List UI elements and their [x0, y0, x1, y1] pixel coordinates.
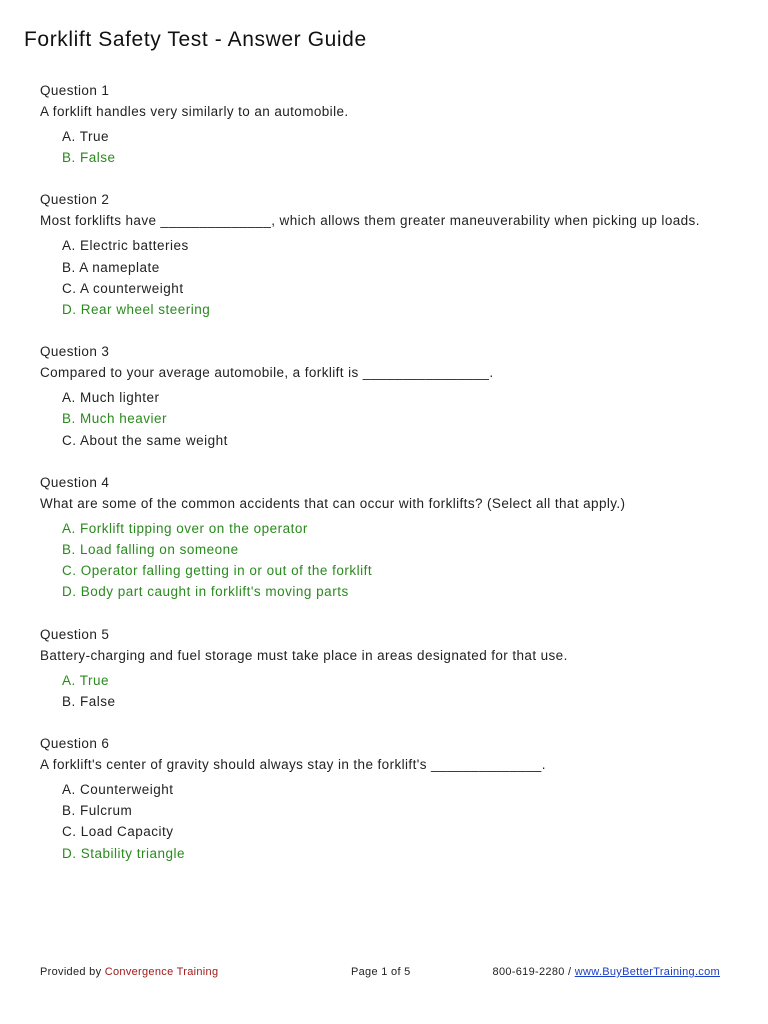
answer-option: C. Load Capacity: [62, 824, 174, 840]
answer-options: [40, 779, 740, 864]
answer-options: [40, 387, 740, 451]
question-2: [40, 189, 740, 320]
footer-provider: [40, 966, 218, 978]
question-text: A forklift's center of gravity should always stay in the forklift's ______________.: [40, 757, 546, 773]
answer-option: A. Electric batteries: [62, 238, 189, 254]
answer-option: C. About the same weight: [62, 432, 228, 448]
answer-options: [40, 670, 740, 712]
footer-page-number: Page 1 of 5: [351, 966, 411, 978]
answer-option: B. False: [62, 693, 116, 709]
answer-option: A. True: [62, 129, 110, 144]
question-list: [40, 80, 740, 864]
question-text: Compared to your average automobile, a forklift is ________________.: [40, 365, 494, 381]
question-label: Question 6: [40, 736, 110, 752]
answer-options: [40, 518, 740, 603]
question-6: [40, 733, 740, 864]
answer-option: C. A counterweight: [62, 280, 184, 296]
answer-options: [40, 235, 740, 320]
footer-contact: [493, 966, 720, 978]
answer-option-correct: D. Body part caught in forklift's moving parts: [62, 584, 349, 600]
answer-option-correct: C. Operator falling getting in or out of the forklift: [62, 563, 373, 579]
question-5: [40, 624, 740, 712]
answer-option: B. Fulcrum: [62, 803, 133, 819]
footer-provided-by: Provided by: [40, 966, 102, 978]
question-text: What are some of the common accidents that can occur with forklifts? (Select all that apply.): [40, 495, 626, 511]
page-footer: [40, 966, 720, 982]
footer-website-link[interactable]: www.BuyBetterTraining.com: [574, 966, 720, 978]
document-title: Forklift Safety Test - Answer Guide: [24, 28, 367, 51]
question-label: Question 3: [40, 344, 110, 360]
question-text: Battery-charging and fuel storage must take place in areas designated for that use.: [40, 647, 568, 663]
answer-option-correct: B. False: [62, 150, 116, 166]
footer-brand: Convergence Training: [104, 966, 219, 978]
answer-option-correct: B. Much heavier: [62, 411, 168, 427]
question-label: Question 5: [40, 626, 110, 642]
question-label: Question 4: [40, 474, 110, 490]
answer-option-correct: A. Forklift tipping over on the operator: [62, 520, 308, 536]
question-label: Question 2: [40, 192, 110, 208]
answer-option-correct: D. Rear wheel steering: [62, 302, 211, 318]
answer-option-correct: B. Load falling on someone: [62, 542, 239, 558]
answer-options: [40, 126, 740, 168]
question-4: [40, 472, 740, 603]
answer-option: A. Counterweight: [62, 782, 174, 798]
question-text: Most forklifts have ______________, which allows them greater maneuverability when picking up loads.: [40, 213, 700, 229]
footer-phone: 800-619-2280 /: [492, 966, 572, 978]
question-3: [40, 341, 740, 451]
answer-option-correct: D. Stability triangle: [62, 845, 186, 861]
question-label: Question 1: [40, 83, 110, 98]
question-text: A forklift handles very similarly to an automobile.: [40, 104, 349, 119]
answer-option: B. A nameplate: [62, 259, 160, 275]
question-1: [40, 80, 740, 168]
answer-option: A. Much lighter: [62, 390, 160, 406]
answer-option-correct: A. True: [62, 672, 110, 688]
